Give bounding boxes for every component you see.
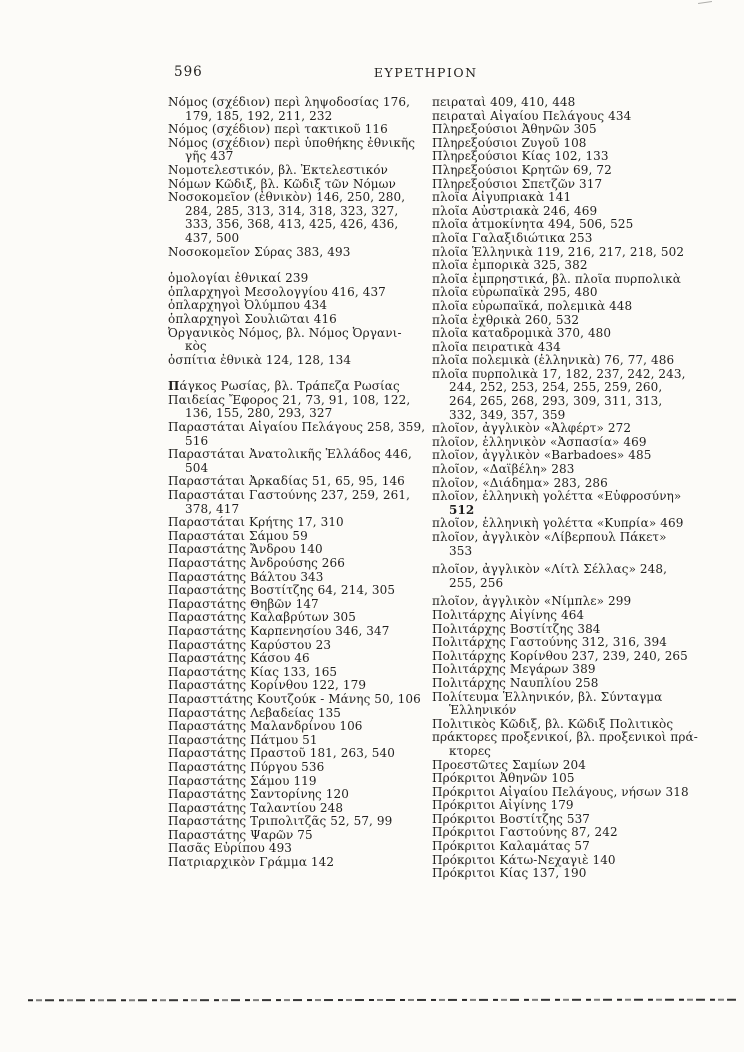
index-entry-line: Πληρεξούσιοι Ζυγοῦ 108 bbox=[432, 135, 587, 150]
index-entry-line: ὁπλαρχηγοὶ Σουλιῶται 416 bbox=[168, 311, 337, 326]
index-entry-line: Πρόκριτοι Κίας 137, 190 bbox=[432, 866, 587, 881]
page-bottom-scan-edge bbox=[28, 999, 740, 1002]
index-entry-line: πλοῖον, ἑλληνικὸν «Ἀσπασία» 469 bbox=[432, 434, 647, 449]
index-entry-line: Νόμων Κῶδιξ, βλ. Κῶδιξ τῶν Νόμων bbox=[168, 176, 396, 191]
index-entry-line: 255, 256 bbox=[449, 575, 504, 590]
index-entry-line: κτορες bbox=[449, 743, 491, 758]
index-entry-line: πλοῖα Γαλαξιδιώτικα 253 bbox=[432, 230, 593, 245]
index-entry-line: Παραστάτης Ἄνδρου 140 bbox=[168, 542, 323, 557]
index-entry-line: 504 bbox=[185, 460, 209, 475]
index-entry-line: πλοῖον, ἑλληνικὴ γολέττα «Εὐφροσύνη» bbox=[432, 489, 682, 504]
index-entry-line: Πολιτάρχης Βοστίτζης 384 bbox=[432, 621, 601, 636]
index-entry-line: Παραστάτης Πάτμου 51 bbox=[168, 732, 318, 747]
index-entry-line: Παραστάτης Μαλανδρίνου 106 bbox=[168, 719, 363, 734]
index-entry-line: Παραστάτης Κορίνθου 122, 179 bbox=[168, 678, 367, 693]
index-entry-line: Παραστάτης Κάσου 46 bbox=[168, 651, 310, 666]
index-entry-line: πλοῖον, ἀγγλικὸν «Barbadoes» 485 bbox=[432, 448, 652, 463]
index-entry-line: Παραστάτης Καρπενησίου 346, 347 bbox=[168, 623, 390, 638]
index-entry-line: πλοῖον, ἑλληνικὴ γολέττα «Κυπρία» 469 bbox=[432, 516, 684, 531]
scan-artifact-mark bbox=[698, 1, 712, 4]
index-entry-line: Πολίτευμα Ἑλληνικόν, βλ. Σύνταγμα bbox=[432, 689, 663, 704]
index-entry-line: Ὀργανικὸς Νόμος, βλ. Νόμος Ὀργανι- bbox=[168, 325, 402, 340]
index-entry-line: Παιδείας Ἔφορος 21, 73, 91, 108, 122, bbox=[168, 392, 411, 407]
index-entry-line: Παραστάται Ἀρκαδίας 51, 65, 95, 146 bbox=[168, 474, 405, 489]
index-entry-line: 512 bbox=[449, 502, 475, 517]
index-entry-line: Νόμος (σχέδιον) περὶ ὑποθήκης ἐθνικῆς bbox=[168, 135, 416, 150]
index-entry-line: Νομοτελεστικόν, βλ. Ἐκτελεστικόν bbox=[168, 162, 388, 177]
index-entry-line: Παραστάτης Σαντορίνης 120 bbox=[168, 787, 349, 802]
index-entry-line: Πρόκριτοι Ἀθηνῶν 105 bbox=[432, 771, 575, 786]
index-entry-line: Πρόκριτοι Αἰγαίου Πελάγους, νήσων 318 bbox=[432, 784, 689, 799]
index-entry-line: Παραστάτης Κίας 133, 165 bbox=[168, 664, 338, 679]
index-entry-line: Πρόκριτοι Καλαμάτας 57 bbox=[432, 839, 590, 854]
index-entry-line: Νοσοκομεῖον Σύρας 383, 493 bbox=[168, 244, 351, 259]
index-entry-line: πλοῖα Ἑλληνικὰ 119, 216, 217, 218, 502 bbox=[432, 244, 685, 259]
index-entry-line: Παραστάτης Θηβῶν 147 bbox=[168, 596, 319, 611]
index-entry-line: Πρόκριτοι Βοστίτζης 537 bbox=[432, 811, 591, 826]
index-entry-line: Πολιτάρχης Αἰγίνης 464 bbox=[432, 607, 585, 622]
index-entry-line: Πάγκος Ρωσίας, βλ. Τράπεζα Ρωσίας bbox=[168, 379, 400, 394]
index-entry-line: πλοῖον, «Διάδημα» 283, 286 bbox=[432, 475, 608, 490]
index-entry-line: 136, 155, 280, 293, 327 bbox=[185, 406, 333, 421]
index-entry-line: πειραταὶ Αἰγαίου Πελάγους 434 bbox=[432, 108, 632, 123]
index-entry-line: 332, 349, 357, 359 bbox=[449, 407, 566, 422]
index-entry-line: Παραστάτης Καρύστου 23 bbox=[168, 637, 332, 652]
index-column-left bbox=[168, 96, 428, 870]
index-entry-line: κὸς bbox=[185, 339, 207, 354]
index-entry-line: ὁσπίτια ἐθνικὰ 124, 128, 134 bbox=[168, 352, 352, 367]
index-entry-line: 244, 252, 253, 254, 255, 259, 260, bbox=[449, 380, 663, 395]
index-entry-line: πλοῖον, ἀγγλικὸν «Λίτλ Σέλλας» 248, bbox=[432, 562, 668, 577]
index-entry-line: πλοῖα πυρπολικὰ 17, 182, 237, 242, 243, bbox=[432, 366, 686, 381]
index-entry-line: Παραστάτης Ἀνδρούσης 266 bbox=[168, 556, 346, 570]
index-entry-line: Πρόκριτοι Κάτω-Νεχαγιὲ 140 bbox=[432, 852, 616, 867]
index-column-right bbox=[432, 96, 708, 881]
index-entry-line: Πρόκριτοι Γαστούνης 87, 242 bbox=[432, 825, 618, 840]
index-entry-line: πλοῖα ἐχθρικὰ 260, 532 bbox=[432, 312, 580, 327]
index-entry-line: 333, 356, 368, 413, 425, 426, 436, bbox=[185, 217, 399, 232]
index-entry-line: πλοῖα καταδρομικὰ 370, 480 bbox=[432, 326, 612, 341]
index-entry-line: πλοῖα Αἰγυπριακὰ 141 bbox=[432, 190, 572, 205]
index-entry-line: Παραστάται Γαστούνης 237, 259, 261, bbox=[168, 488, 411, 503]
index-entry-line: Πρόκριτοι Αἰγίνης 179 bbox=[432, 798, 574, 813]
running-title: ΕΥΡΕΤΗΡΙΟΝ bbox=[373, 65, 478, 80]
index-entry-line: πλοῖον, ἀγγλικὸν «Λίβερπουλ Πάκετ» bbox=[432, 530, 667, 544]
index-entry-line: 378, 417 bbox=[185, 501, 240, 516]
index-entry-line: 179, 185, 192, 211, 232 bbox=[185, 108, 333, 123]
index-entry-line: Παραστάτης Βάλτου 343 bbox=[168, 569, 324, 584]
index-entry-line: Παραστάτης Πραστοῦ 181, 263, 540 bbox=[168, 746, 395, 761]
index-entry-line: πλοῖα εὐρωπαϊκὰ 295, 480 bbox=[432, 285, 598, 300]
index-entry-line: Πολιτάρχης Μεγάρων 389 bbox=[432, 662, 596, 677]
index-entry-line: πειραταὶ 409, 410, 448 bbox=[432, 95, 576, 109]
index-entry-line: Πολιτικὸς Κῶδιξ, βλ. Κῶδιξ Πολιτικὸς bbox=[432, 716, 674, 731]
index-entry-line: ὁμολογίαι ἐθνικαί 239 bbox=[168, 271, 309, 286]
index-entry-line: Παραστάτης Καλαβρύτων 305 bbox=[168, 610, 357, 625]
index-entry-line: 284, 285, 313, 314, 318, 323, 327, bbox=[185, 203, 399, 218]
index-entry-line: Παραστάτης Ψαρῶν 75 bbox=[168, 827, 313, 842]
index-entry-line: 264, 265, 268, 293, 309, 311, 313, bbox=[449, 394, 663, 409]
index-entry-line: Πατριαρχικὸν Γράμμα 142 bbox=[168, 855, 335, 870]
index-entry-line: Πληρεξούσιοι Σπετζῶν 317 bbox=[432, 176, 603, 191]
index-entry-line: Παραστάται Σάμου 59 bbox=[168, 528, 308, 543]
index-entry-line: πλοῖον, «Δαϊβέλη» 283 bbox=[432, 462, 575, 477]
index-entry-line: Πασᾶς Εὐρίπου 493 bbox=[168, 841, 293, 856]
index-entry-line: Πληρεξούσιοι Κίας 102, 133 bbox=[432, 149, 609, 164]
index-entry-line: πλοῖα ἐμπρηστικά, βλ. πλοῖα πυρπολικὰ bbox=[432, 271, 681, 286]
page-header bbox=[168, 64, 700, 84]
index-entry-line: πλοῖα Αὐστριακὰ 246, 469 bbox=[432, 203, 598, 218]
index-entry-line: πλοῖα πειρατικὰ 434 bbox=[432, 339, 561, 354]
page-number: 596 bbox=[174, 64, 203, 80]
index-entry-line: Ἑλληνικόν bbox=[449, 703, 517, 718]
index-entry-line: Νόμος (σχέδιον) περὶ ληψοδοσίας 176, bbox=[168, 95, 411, 109]
index-entry-line: Παρασττάτης Κουτζούκ - Μάνης 50, 106 bbox=[168, 691, 421, 706]
index-entry-line: πλοῖα εὐρωπαϊκά, πολεμικὰ 448 bbox=[432, 298, 633, 313]
index-entry-line: 516 bbox=[185, 433, 209, 448]
index-entry-line: Πολιτάρχης Γαστούνης 312, 316, 394 bbox=[432, 635, 667, 650]
index-entry-line: Παραστάται Κρήτης 17, 310 bbox=[168, 515, 344, 530]
index-entry-line: γῆς 437 bbox=[185, 149, 234, 164]
index-entry-line: πλοῖον, ἀγγλικὸν «Νίμπλε» 299 bbox=[432, 594, 632, 609]
index-entry-line: Πληρεξούσιοι Κρητῶν 69, 72 bbox=[432, 162, 612, 177]
index-entry-line: πλοῖον, ἀγγλικὸν «Ἀλφέρτ» 272 bbox=[432, 421, 632, 436]
index-entry-line: πλοῖα ἀτμοκίνητα 494, 506, 525 bbox=[432, 217, 634, 232]
index-entry-line: ὁπλαρχηγοὶ Μεσολογγίου 416, 437 bbox=[168, 284, 386, 299]
index-entry-line: 353 bbox=[449, 543, 473, 558]
index-entry-line: Πληρεξούσιοι Ἀθηνῶν 305 bbox=[432, 122, 597, 137]
index-entry-line: 437, 500 bbox=[185, 230, 240, 245]
index-entry-line: Παραστάτης Λεβαδείας 135 bbox=[168, 705, 342, 720]
index-entry-line: Παραστάτης Πύργου 536 bbox=[168, 759, 325, 774]
index-entry-line: Προεστῶτες Σαμίων 204 bbox=[432, 757, 586, 772]
index-entry-line: Νοσοκομεῖον (ἐθνικὸν) 146, 250, 280, bbox=[168, 190, 406, 205]
index-entry-line: Παραστάτης Βοστίτζης 64, 214, 305 bbox=[168, 583, 396, 598]
index-entry-line: πλοῖα πολεμικὰ (ἑλληνικὰ) 76, 77, 486 bbox=[432, 353, 675, 368]
index-entry-line: ὁπλαρχηγοὶ Ὀλύμπου 434 bbox=[168, 298, 328, 313]
index-entry-line: Νόμος (σχέδιον) περὶ τακτικοῦ 116 bbox=[168, 122, 388, 137]
index-entry-line: πλοῖα ἐμπορικὰ 325, 382 bbox=[432, 258, 588, 273]
index-entry-line: Παραστάτης Ταλαντίου 248 bbox=[168, 800, 344, 815]
index-entry-line: Παραστάτης Σάμου 119 bbox=[168, 773, 317, 788]
index-entry-line: Παραστάτης Τριπολιτζᾶς 52, 57, 99 bbox=[168, 814, 393, 829]
index-entry-line: πράκτορες προξενικοί, βλ. προξενικοὶ πρά- bbox=[432, 730, 698, 745]
index-entry-line: Παραστάται Ἀνατολικῆς Ἑλλάδος 446, bbox=[168, 447, 412, 462]
index-entry-line: Πολιτάρχης Ναυπλίου 258 bbox=[432, 675, 599, 690]
index-entry-line: Παραστάται Αἰγαίου Πελάγους 258, 359, bbox=[168, 420, 426, 435]
index-entry-line: Πολιτάρχης Κορίνθου 237, 239, 240, 265 bbox=[432, 648, 688, 663]
